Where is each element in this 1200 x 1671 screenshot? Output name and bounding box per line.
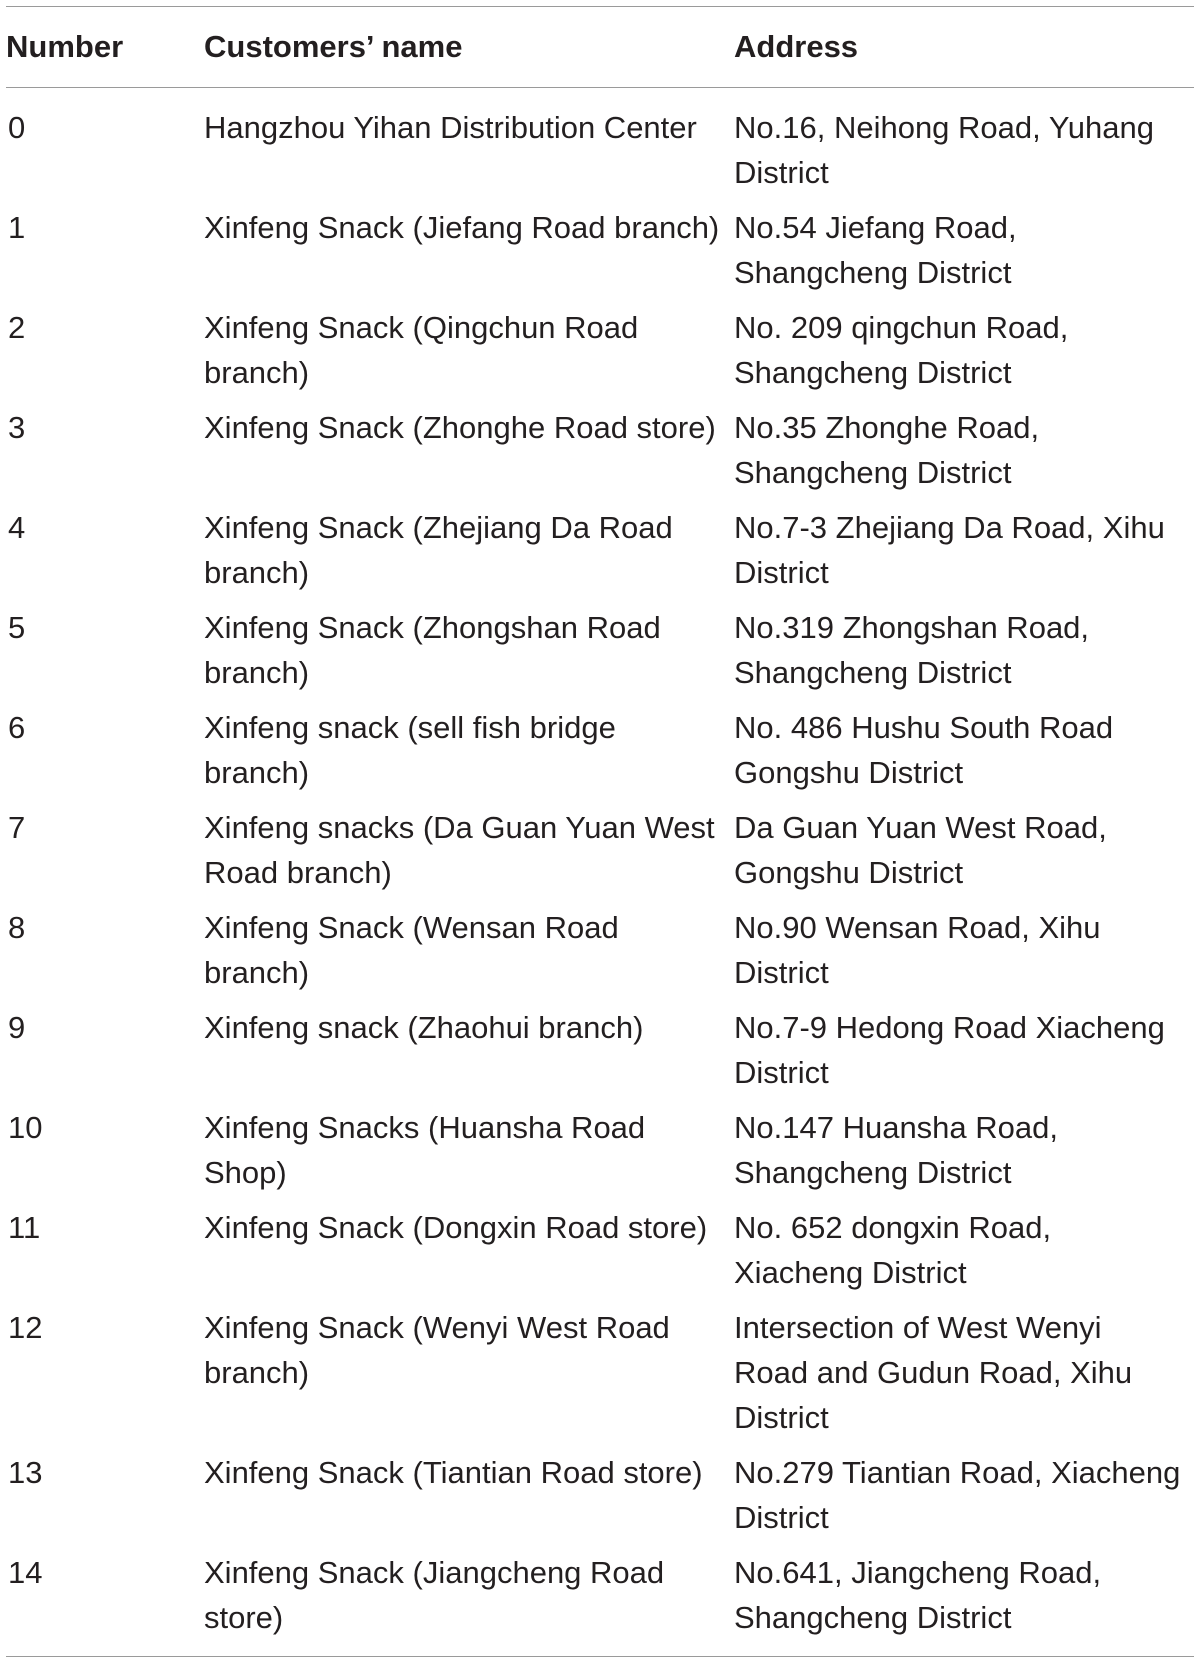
cell-address: No.90 Wensan Road, Xihu District [734,910,1101,990]
cell-number: 13 [8,1455,43,1490]
cell-customer-name: Xinfeng snack (Zhaohui branch) [204,1010,644,1045]
cell-number: 6 [8,710,26,745]
header-row [6,7,1194,88]
cell-number: 4 [8,510,26,545]
cell-address: No. 486 Hushu South Road Gongshu District [734,710,1114,790]
cell-number: 1 [8,210,26,245]
cell-number: 2 [8,310,26,345]
table-row [6,1546,1194,1657]
cell-address: Intersection of West Wenyi Road and Gudun Road, Xihu District [734,1310,1133,1435]
cell-number: 0 [8,110,26,145]
cell-address: Da Guan Yuan West Road, Gongshu District [734,810,1107,890]
table-row [6,88,1194,202]
column-header-address: Address [734,7,1194,88]
table-row [6,1446,1194,1546]
cell-address: No. 209 qingchun Road, Shangcheng District [734,310,1069,390]
table-row [6,1001,1194,1101]
cell-number: 11 [8,1210,41,1245]
table-row [6,501,1194,601]
table-row [6,1101,1194,1201]
cell-address: No.147 Huansha Road, Shangcheng District [734,1110,1059,1190]
cell-customer-name: Xinfeng Snack (Dongxin Road store) [204,1210,708,1245]
table-row [6,601,1194,701]
cell-address: No. 652 dongxin Road, Xiacheng District [734,1210,1052,1290]
table-body [6,88,1194,1657]
customer-table-container [6,6,1194,1657]
cell-address: No.279 Tiantian Road, Xiacheng District [734,1455,1181,1535]
cell-customer-name: Xinfeng Snack (Wensan Road branch) [204,910,619,990]
cell-number: 9 [8,1010,26,1045]
table-row [6,901,1194,1001]
cell-address: No.16, Neihong Road, Yuhang District [734,110,1154,190]
cell-customer-name: Xinfeng snack (sell fish bridge branch) [204,710,616,790]
cell-number: 14 [6,1546,204,1657]
cell-customer-name: Hangzhou Yihan Distribution Center [204,110,697,145]
column-header-number: Number [6,7,204,88]
cell-number: 8 [8,910,26,945]
cell-number: 7 [8,810,26,845]
cell-customer-name: Xinfeng Snack (Tiantian Road store) [204,1455,703,1490]
cell-address: No.319 Zhongshan Road, Shangcheng District [734,610,1090,690]
cell-customer-name: Xinfeng Snack (Zhongshan Road branch) [204,610,661,690]
cell-address: No.641, Jiangcheng Road, Shangcheng District [734,1546,1194,1657]
table-row [6,701,1194,801]
cell-address: No.35 Zhonghe Road, Shangcheng District [734,410,1040,490]
cell-customer-name: Xinfeng Snack (Jiangcheng Road store) [204,1546,734,1657]
table-row [6,801,1194,901]
cell-customer-name: Xinfeng Snacks (Huansha Road Shop) [204,1110,646,1190]
table-row [6,401,1194,501]
table-row [6,1201,1194,1301]
cell-number: 12 [8,1310,43,1345]
table-header [6,7,1194,88]
cell-customer-name: Xinfeng snacks (Da Guan Yuan West Road branch) [204,810,715,890]
cell-address: No.54 Jiefang Road, Shangcheng District [734,210,1017,290]
cell-number: 3 [8,410,26,445]
table-row [6,201,1194,301]
cell-address: No.7-3 Zhejiang Da Road, Xihu District [734,510,1165,590]
cell-number: 10 [8,1110,43,1145]
table-row [6,301,1194,401]
table-row [6,1301,1194,1446]
cell-address: No.7-9 Hedong Road Xiacheng District [734,1010,1165,1090]
column-header-customers-name: Customers’ name [204,7,734,88]
cell-customer-name: Xinfeng Snack (Jiefang Road branch) [204,210,720,245]
customer-table [6,6,1194,1657]
cell-customer-name: Xinfeng Snack (Qingchun Road branch) [204,310,639,390]
cell-customer-name: Xinfeng Snack (Zhonghe Road store) [204,410,716,445]
cell-number: 5 [8,610,26,645]
cell-customer-name: Xinfeng Snack (Wenyi West Road branch) [204,1310,670,1390]
cell-customer-name: Xinfeng Snack (Zhejiang Da Road branch) [204,510,673,590]
